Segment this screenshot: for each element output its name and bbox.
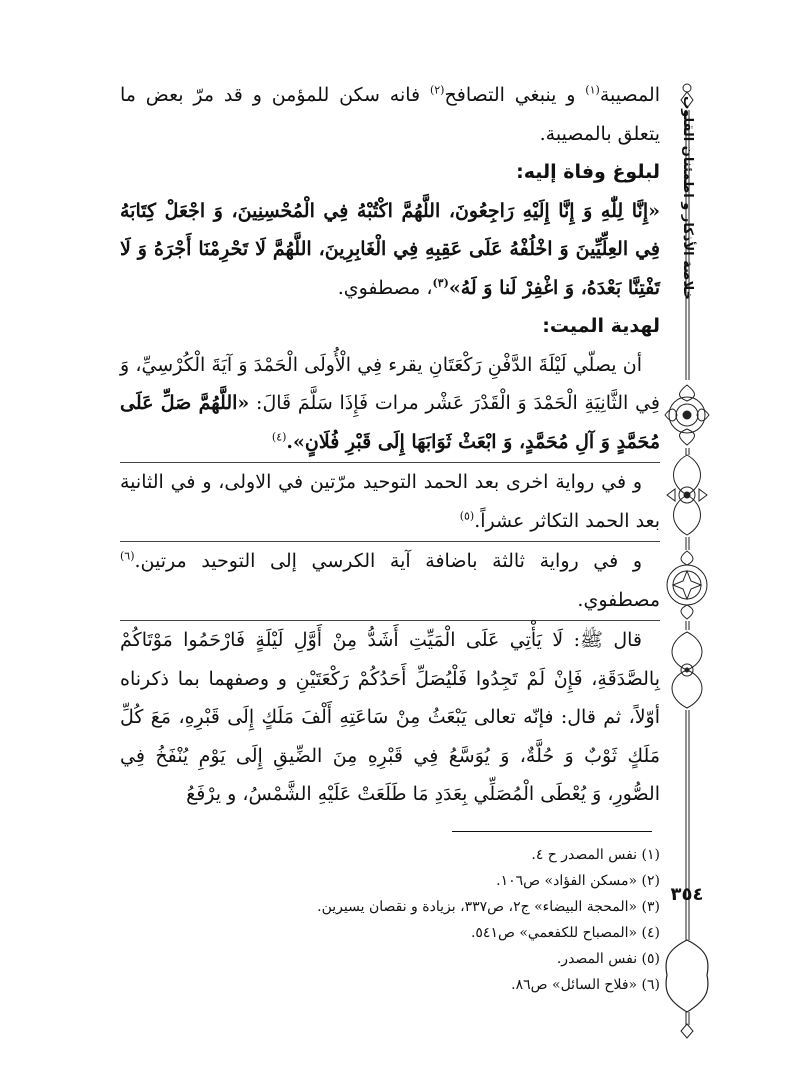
section-heading-2: لهدية الميت: [542,315,660,337]
footnote-3: (٣) «المحجة البيضاء» ج٢، ص٣٣٧، بزيادة و نقصان يسيرين. [317,899,660,915]
ornamental-border [662,80,712,1040]
footnote-ref-2[interactable]: (٢) [429,83,445,97]
paragraph-5: و في رواية ثالثة باضافة آية الكرسي إلى التوحيد مرتين.$^{(٦)}$ مصطفوي. [120,541,660,619]
paragraph-2: «إِنَّا لِلّٰهِ وَ إِنَّا إِلَيْهِ رَاجِعُونَ، اللَّهُمَّ اكْتُبْهُ فِي الْمُحْسِنِينَ، وَ اجْعَلْ كِتَابَهُ فِي العِلِّيِّينَ وَ اخْلُفْهُ عَلَى عَقِبِهِ فِي الْغَابِرِينَ، اللَّهُمَّ لَا تَحْرِمْنَا أَجْرَهُ وَ لَا تَفْتِنَّا بَعْدَهُ، وَ اغْفِرْ لَنا وَ لَهُ»$^{(٣)}$، مصطفوي. [120,199,660,299]
footnote-ref-5[interactable]: (٥) [459,509,475,523]
footnote-5: (٥) نفس المصدر. [556,951,660,967]
footnote-ref-4[interactable]: (٤) [271,430,287,444]
section-heading-1: لبلوغ وفاة إليه: [516,161,660,183]
footnote-ref-3[interactable]: (٣) [432,276,449,290]
footnote-6: (٦) «فلاح السائل» ص٨٦. [511,977,660,993]
paragraph-6: قال ﷺ: لَا يَأْتِي عَلَى الْمَيِّتِ أَشَدُّ مِنْ أَوَّلِ لَيْلَةٍ فَارْحَمُوا مَوْتَاكُمْ بِالصَّدَقَةِ، فَإِنْ لَمْ تَجِدُوا فَلْيُصَلِّ أَحَدُكُمْ رَكْعَتَيْنِ و وصفهما بما ذكرناه أوّلاً، ثم قال: فإنّه تعالى يَبْعَثُ مِنْ سَاعَتِهِ أَلْفَ مَلَكٍ إِلَى قَبْرِهِ، مَعَ كُلِّ مَلَكٍ ثَوْبٌ وَ حُلَّةٌ، وَ يُوَسَّعُ فِي قَبْرِهِ مِنَ الضِّيقِ إِلَى يَوْمِ يُنْفَخُ فِي الصُّورِ، وَ يُعْطَى الْمُصَلِّي بِعَدَدِ مَا طَلَعَتْ عَلَيْهِ الشَّمْسُ، و يرْفَعُ [120,620,660,814]
footnotes [300,842,660,998]
paragraph-1: المصيبة$^{(١)}$ و ينبغي التصافح$^{(٢)}$ فانه سكن للمؤمن و قد مرّ بعض ما يتعلق بالمصيبة. [120,83,660,145]
footnote-1: (١) نفس المصدر ح ٤. [531,847,660,863]
running-title: خلاصة الأذكار و اطمئنان القلوب [680,96,695,300]
paragraph-3: أن يصلّي لَيْلَةَ الدَّفْنِ رَكْعَتَانِ يقرء فِي الْأُولَى الْحَمْدَ وَ آيَةَ الْكُرْسِيِّ، وَ فِي الثَّانِيَةِ الْحَمْدَ وَ الْقَدْرَ عَشْر مرات فَإِذَا سَلَّمَ قَالَ: «اللَّهُمَّ صَلِّ عَلَى مُحَمَّدٍ وَ آلِ مُحَمَّدٍ، وَ ابْعَثْ ثَوَابَهَا إِلَى قَبْرِ فُلَانٍ».$^{(٤)}$ [120,353,660,453]
footnote-4: (٤) «المصباح للكفعمي» ص٥٤١. [470,925,660,941]
page-number: ٣٥٤ [670,884,704,905]
paragraph-4: و في رواية اخرى بعد الحمد التوحيد مرّتين في الاولى، و في الثانية بعد الحمد التكاثر عشراً.$^{(٥)}$ [120,462,660,540]
footnote-ref-6[interactable]: (٦) [120,549,135,563]
footnote-separator [452,831,652,832]
main-text [120,76,660,814]
footnote-ref-1[interactable]: (١) [585,83,600,97]
footnote-2: (٢) «مسكن الفؤاد» ص١٠٦. [496,873,660,889]
